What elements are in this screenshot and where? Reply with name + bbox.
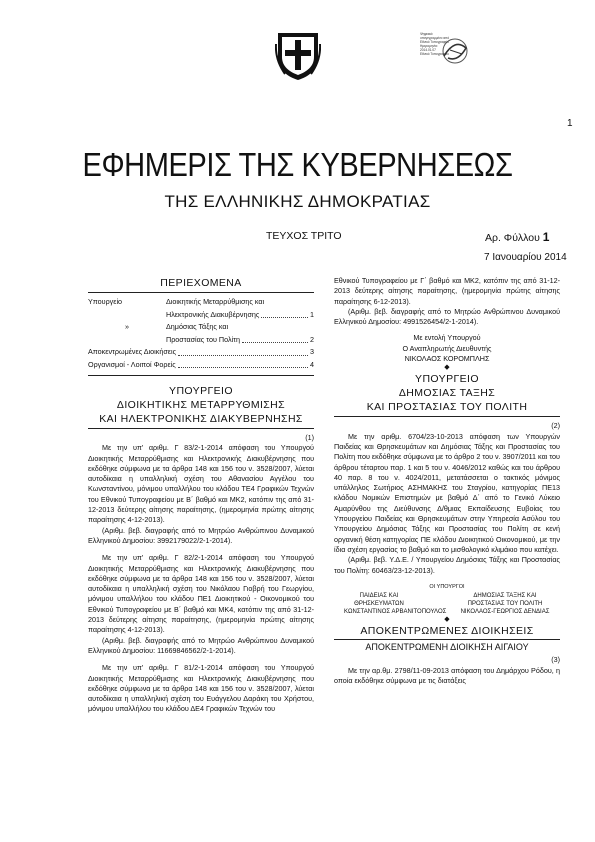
signature-line: Με εντολή Υπουργού [413,333,481,343]
toc-category [88,309,166,322]
stamp-text: Ψηφιακά υπογεγραμμένο από Εθνικό Τυπογραφείο Ημερομηνία: 2014.01.07 Εθνικό Τυπογραφείο [420,32,450,56]
decision-paragraph: Με την αρ.θμ. 2798/11-09-2013 απόφαση του Δημάρχου Ρόδου, η οποία εκδόθηκε σύμφωνα με τις διατάξεις [334,665,560,686]
ministry-heading [334,372,560,417]
toc-category: Υπουργείο [88,297,123,306]
decision-paragraph: (Αριθμ. βεβ. διαγραφής από το Μητρώο Ανθρώπινου Δυναμικού Ελληνικού Δημοσίου: 3992179022/2-1-2014). [88,525,314,545]
decision-paragraph: Με την υπ' αριθμ. Γ 82/2-1-2014 απόφαση του Υπουργού Διοικητικής Μεταρρύθμισης και Ηλεκτρονικής Διακυβέρνησης που εκδόθηκε σύμφωνα με τα άρθρα 148 και 156 του ν. 3528/2007, λύεται αυτοδίκαια η υπαλληλική σχέση του Νικόλαου Γιοβρή του Γεωργίου, μόνιμου υπαλλήλου του κλάδου ΠΕ1 Διοικητικού - Οικονομικού του Εθνικού Τυπογραφείου με Β΄ βαθμό και ΜΚ4, κατόπιν της από 31-12-2013 δεύτερης αίτησης παραίτησης, (ημερομηνία πρώτης αίτησης παραίτησης 4-12-2013). [88,553,314,635]
decision-number: (2) [551,421,560,431]
ministry-heading-line: ΥΠΟΥΡΓΕΙΟ [415,373,479,386]
toc-category: Οργανισμοί - Λοιποί Φορείς [88,359,176,369]
ministers-signatures [334,592,560,616]
ministry-heading-line: ΔΙΟΙΚΗΤΙΚΗΣ ΜΕΤΑΡΡΥΘΜΙΣΗΣ [116,399,286,411]
toc-page: 1 [310,309,314,319]
sheet-value: 1 [542,230,550,244]
ministry-heading-line: ΚΑΙ ΗΛΕΚΤΡΟΝΙΚΗΣ ΔΙΑΚΥΒΕΡΝΗΣΗΣ [88,412,314,429]
toc-page: 2 [310,334,314,344]
decision-paragraph: (Αριθμ. βεβ. Υ.Δ.Ε. / Υπουργείου Δημόσιας Τάξης και Προστασίας του Πολίτη: 60463/23-12-2013). [334,555,560,575]
ministry-heading-line: ΔΗΜΟΣΙΑΣ ΤΑΞΗΣ [398,387,496,400]
toc-row[interactable] [88,321,314,334]
ministry-heading-line: ΥΠΟΥΡΓΕΙΟ [169,385,233,397]
ministers-label: ΟΙ ΥΠΟΥΡΓΟΙ [429,583,465,590]
right-column [334,276,560,686]
table-of-contents [88,296,314,371]
decision-paragraph: Με την υπ' αριθμ. Γ 83/2-1-2014 απόφαση του Υπουργού Διοικητικής Μεταρρύθμισης και Ηλεκτρονικής Διακυβέρνησης που εκδόθηκε σύμφωνα με τα άρθρα 148 και 156 του ν. 3528/2007, λύεται αυτοδίκαια η υπαλληλική σχέση του Αθανασίου Αγγέλου του Κωνσταντίνου, μόνιμου υπαλλήλου του κλάδου ΤΕ4 Γραφικών Τεχνών του Εθνικού Τυπογραφείου με Β΄ βαθμό και ΜΚ2, κατόπιν της από 31-12-2013 δεύτερης αίτησης παραίτησης, (ημερομηνία πρώτης αίτησης παραίτησης 4-12-2013). [88,443,314,525]
toc-entry: Διοικητικής Μεταρρύθμισης και [166,297,265,306]
ministry-heading [88,384,314,429]
separator-diamond-icon: ◆ [444,364,450,372]
toc-page: 3 [310,347,314,356]
issue-date: 7 Ιανουαρίου 2014 [484,252,567,263]
toc-entry: Προστασίας του Πολίτη [166,334,240,344]
left-column [88,276,314,715]
toc-category: » [125,322,129,331]
gazette-subtitle: ΤΗΣ ΕΛΛΗΝΙΚΗΣ ΔΗΜΟΚΡΑΤΙΑΣ [164,192,431,211]
decision-number: (3) [551,655,560,665]
ministry-heading-line: ΚΑΙ ΠΡΟΣΤΑΣΙΑΣ ΤΟΥ ΠΟΛΙΤΗ [334,400,560,417]
minister-signature [460,592,550,616]
decision-number: (1) [305,433,314,442]
decision-paragraph: Με την υπ' αριθμ. Γ 81/2-1-2014 απόφαση του Υπουργού Διοικητικής Μεταρρύθμισης και Ηλεκτρονικής Διακυβέρνησης που εκδόθηκε σύμφωνα με τα άρθρα 148 και 156 του ν. 3528/2007, λύεται αυτοδίκαια η υπαλληλική σχέση του Ευάγγελου Δαράκη του Χρήστου, μόνιμου υπαλλήλου του κλάδου ΔΕ4 Γραφικών Τεχνών του [88,663,314,714]
toc-category: Αποκεντρωμένες Διοικήσεις [88,347,177,356]
toc-row[interactable] [88,334,314,347]
toc-row[interactable] [88,346,314,359]
minister-name: ΚΩΝΣΤΑΝΤΙΝΟΣ ΑΡΒΑΝΙΤΟΠΟΥΛΟΣ [344,609,447,616]
divider [88,292,314,293]
minister-title: ΠΑΙΔΕΙΑΣ ΚΑΙ ΘΡΗΣΚΕΥΜΑΤΩΝ [354,593,404,608]
gazette-title: ΕΦΗΜΕΡΙΣ ΤΗΣ ΚΥΒΕΡΝΗΣΕΩΣ [82,146,513,183]
digital-signature-stamp [420,32,476,70]
toc-row[interactable] [88,309,314,322]
toc-category [88,334,166,347]
separator-diamond-icon: ◆ [444,616,450,624]
toc-entry: Δημόσιας Τάξης και [166,322,229,331]
sub-heading: ΑΠΟΚΕΝΤΡΩΜΕΝΗ ΔΙΟΙΚΗΣΗ ΑΙΓΑΙΟΥ [365,642,529,653]
sheet-label: Αρ. Φύλλου [485,232,543,244]
signature-block [334,333,560,364]
minister-signature [344,592,446,616]
toc-row[interactable] [88,359,314,372]
section-heading: ΑΠΟΚΕΝΤΡΩΜΕΝΕΣ ΔΙΟΙΚΗΣΕΙΣ [334,624,560,640]
toc-heading: ΠΕΡΙΕΧΟΜΕΝΑ [160,277,242,289]
issue-label: ΤΕΥΧΟΣ ΤΡΙΤΟ [266,230,342,242]
page-number: 1 [567,118,573,129]
minister-name: ΝΙΚΟΛΑΟΣ-ΓΕΩΡΓΙΟΣ ΔΕΝΔΙΑΣ [460,609,550,616]
signature-line: Ο Αναπληρωτής Διευθυντής [402,343,492,353]
sheet-number [485,230,549,244]
signature-name: ΝΙΚΟΛΑΟΣ ΚΟΡΟΜΠΛΗΣ [404,354,490,364]
decision-paragraph: (Αριθμ. βεβ. διαγραφής από το Μητρώο Ανθρώπινου Δυναμικού Ελληνικού Δημοσίου: 11669846562/2-1-2014). [88,635,314,655]
toc-row[interactable] [88,296,314,309]
minister-title: ΔΗΜΟΣΙΑΣ ΤΑΞΗΣ ΚΑΙ ΠΡΟΣΤΑΣΙΑΣ ΤΟΥ ΠΟΛΙΤΗ [467,593,543,608]
decision-paragraph: (Αριθμ. βεβ. διαγραφής από το Μητρώο Ανθρώπινου Δυναμικού Ελληνικού Δημοσίου: 4991526454/2-1-2014). [334,306,560,327]
divider [88,375,314,376]
toc-entry: Ηλεκτρονικής Διακυβέρνησης [166,309,260,319]
decision-paragraph: Εθνικού Τυπογραφείου με Γ΄ βαθμό και ΜΚ2, κατόπιν της από 31-12-2013 δεύτερης αίτησης παραίτησης, (ημερομηνία πρώτης αίτησης παραίτησης 6-12-2013). [334,276,560,306]
decision-paragraph: Με την αριθμ. 6704/23-10-2013 απόφαση των Υπουργών Παιδείας και Θρησκευμάτων και Δημόσιας Τάξης και Προστασίας του Πολίτη που εκδόθηκε σύμφωνα με το άρθρο 2 του ν. 3907/2011 και του άρθρου τέταρτου παρ. 1 και 5 του ν. 4046/2012 καθώς και του άρθρου 40 παρ. 8 του ν. 4024/2011, μετατάσσεται ο τακτικός μόνιμος υπάλληλος Σωτήριος ΑΣΗΜΑΚΗΣ του Σταγρίου, κατηγορίας ΠΕ13 κλάδου Νομικών Επιστημών με βαθμό Δ΄ από το Γενικό Λύκειο Αμαρύνθου της Διεύθυνσης Δ/θμιας Εκπαίδευσης Ευβοίας του Υπουργείου Παιδείας και Θρησκευμάτων στην Υπηρεσία Ασύλου του Υπουργείου Δημόσιας Τάξης και Προστασίας του Πολίτη σε κενή οργανική θέση κατηγορίας ΠΕ κλάδου Διοικητικού Οικονομικού, με την ίδια σχέση εργασίας το βαθμό και το μισθολογικό κλιμάκιο που κατέχει. [334,431,560,554]
toc-page: 4 [310,359,314,369]
greek-coat-of-arms-icon [275,30,321,82]
